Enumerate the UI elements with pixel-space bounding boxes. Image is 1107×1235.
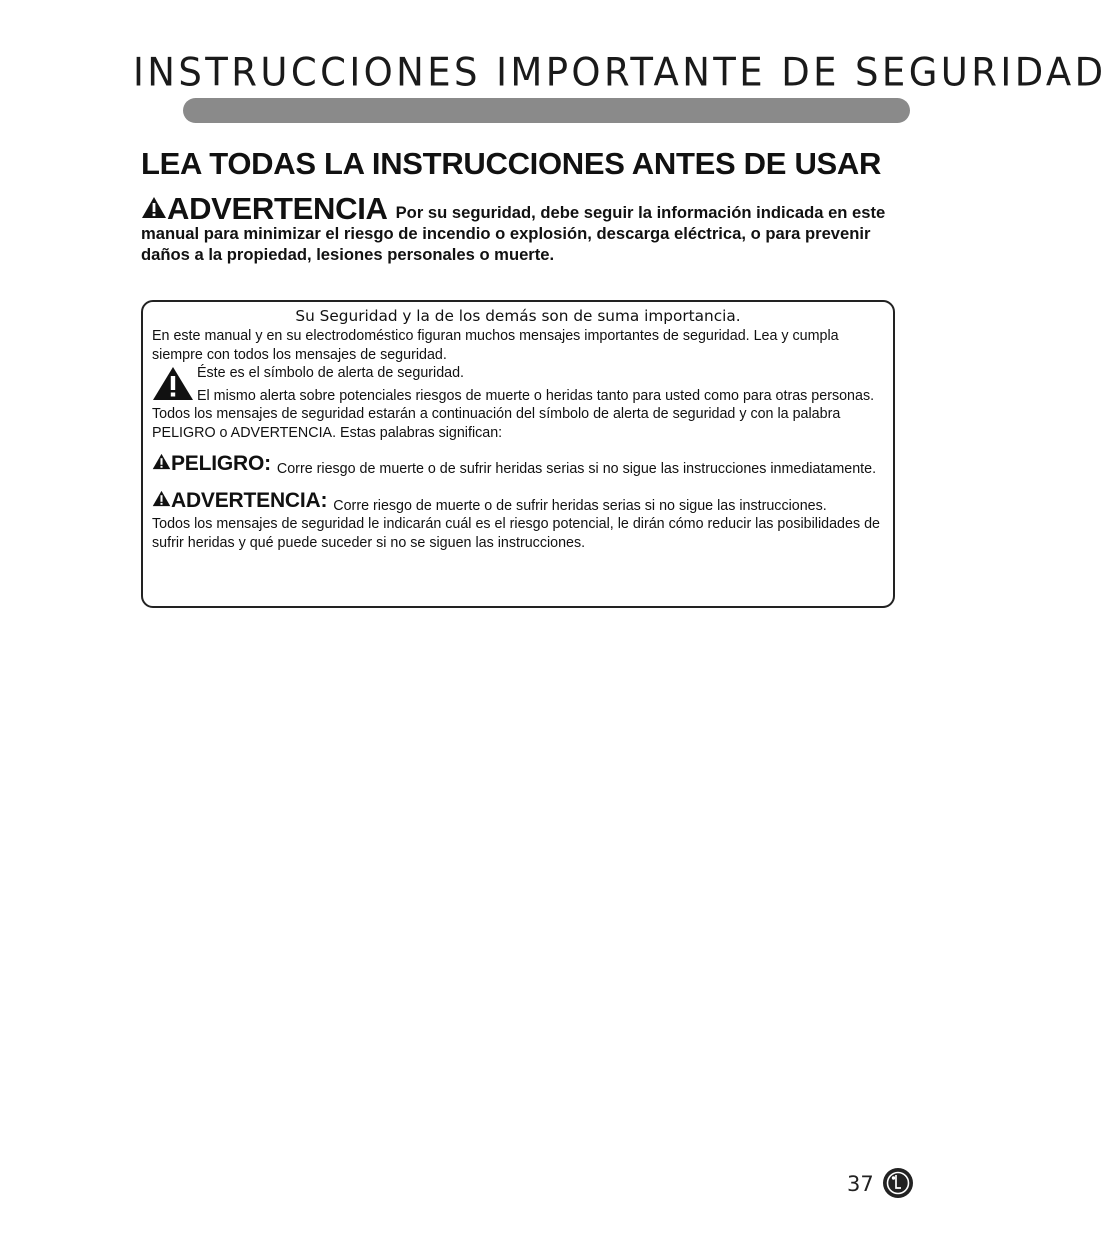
- warning-block: [141, 191, 901, 265]
- warning-icon: [152, 490, 171, 507]
- warning-word: ADVERTENCIA: [167, 191, 388, 226]
- safety-symbol-line2: [152, 387, 884, 406]
- page-header-title: INSTRUCCIONES IMPORTANTE DE SEGURIDAD: [133, 50, 1107, 96]
- peligro-word: PELIGRO:: [171, 452, 271, 475]
- header-bar: [183, 98, 910, 123]
- safety-alert-icon: [152, 366, 194, 401]
- warning-icon: [141, 196, 167, 219]
- safety-symbol-row: [152, 364, 884, 405]
- peligro-signal: [152, 452, 271, 476]
- warning-signal: [141, 191, 388, 226]
- advertencia-signal: [152, 489, 327, 513]
- peligro-row: [152, 452, 884, 479]
- lg-logo-icon: [882, 1167, 914, 1199]
- peligro-description: Corre riesgo de muerte o de sufrir heridas serias si no sigue las instrucciones inmediatamente.: [276, 461, 877, 477]
- safety-info-box: [141, 300, 895, 608]
- warning-text: Por su seguridad, debe seguir la información indicada en este manual para minimizar el riesgo de incendio o explosión, descarga eléctrica, o para prevenir daños a la propiedad, lesiones personales o muerte.: [141, 203, 886, 264]
- safety-box-intro: En este manual y en su electrodoméstico figuran muchos mensajes importantes de seguridad. Lea y cumpla siempre con todos los mensajes de seguridad.: [152, 328, 839, 363]
- safety-messages-text: Todos los mensajes de seguridad estarán a continuación del símbolo de alerta de seguridad y con la palabra PELIGRO o ADVERTENCIA. Estas palabras significan:: [152, 406, 841, 441]
- lg-logo-text: LG: [882, 1167, 884, 1168]
- advertencia-row: [152, 489, 884, 516]
- warning-intro: [141, 191, 901, 265]
- advertencia-description: Corre riesgo de muerte o de sufrir heridas serias si no sigue las instrucciones.: [333, 497, 827, 514]
- main-heading: LEA TODAS LA INSTRUCCIONES ANTES DE USAR: [141, 146, 882, 181]
- safety-box-title: Su Seguridad y la de los demás son de suma importancia.: [295, 307, 741, 325]
- advertencia-word: ADVERTENCIA:: [171, 488, 328, 512]
- safety-closing-text: Todos los mensajes de seguridad le indicarán cuál es el riesgo potencial, le dirán cómo reducir las posibilidades de sufrir heridas y qué puede suceder si no se siguen las instrucciones.: [152, 516, 880, 551]
- safety-symbol-line1: Éste es el símbolo de alerta de seguridad.: [197, 365, 465, 381]
- safety-symbol-line2-text: El mismo alerta sobre potenciales riesgos de muerte o heridas tanto para usted como para otras personas.: [197, 387, 875, 404]
- warning-icon: [152, 453, 171, 470]
- page-number: 37: [847, 1172, 874, 1196]
